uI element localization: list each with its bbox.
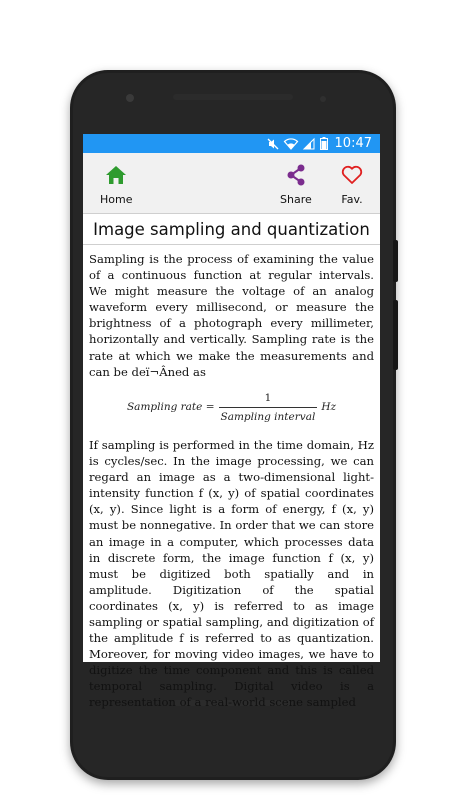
formula-unit: Hz [321, 401, 337, 414]
wifi-icon [284, 138, 298, 150]
article-body[interactable] [83, 245, 380, 711]
article-paragraph-1: Sampling is the process of examining the value of a continuous function at regular intervals. We might measure the voltage of an analog waveform every millisecond, or measure the brightness of a photograph every millimeter, horizontally and vertically. Sampling rate is the rate at which we make the measurements and can be deï¬Âned as [89, 252, 374, 379]
share-label: Share [280, 193, 312, 206]
heart-icon [341, 163, 363, 187]
share-icon [286, 163, 306, 187]
app-screen [83, 134, 380, 710]
status-time: 10:47 [334, 136, 372, 151]
proximity-sensor [320, 96, 326, 102]
favorite-button[interactable] [341, 163, 363, 206]
status-bar [83, 134, 380, 153]
app-toolbar [83, 153, 380, 213]
sampling-rate-formula [89, 390, 374, 425]
page-title: Image sampling and quantization [83, 213, 380, 245]
battery-icon [320, 137, 328, 150]
article-paragraph-2: If sampling is performed in the time domain, Hz is cycles/sec. In the image processing, we can regard an image as a two-dimensional light- intensity function f (x, y) of spatial coordinates (x, y). Since light is a form of energy, f (x, y) must be nonnegative. In order that we can store an image in a computer, which processes data in discrete form, the image function f (x, y) must be digitized both spatially and in amplitude. Digitization of the spatial coordinates (x, y) is referred to as image sampling or spatial sampling, and digitization of the amplitude f is referred to as quantization. Moreover, for moving video images, we have to digitize the time component and this is called temporal sampling. Digital video is a representation of a real-world scene sampled [89, 437, 374, 710]
formula-lhs: Sampling rate = [126, 401, 215, 414]
mute-icon [267, 138, 279, 150]
formula-fraction [219, 390, 318, 425]
home-label: Home [100, 193, 133, 206]
home-button[interactable] [100, 163, 132, 206]
volume-button [393, 300, 398, 370]
favorite-label: Fav. [341, 193, 363, 206]
front-camera [126, 94, 134, 102]
earpiece-speaker [173, 94, 293, 100]
formula-numerator: 1 [264, 391, 272, 404]
home-icon [105, 163, 127, 187]
signal-icon [303, 138, 315, 150]
power-button [393, 240, 398, 282]
share-button[interactable] [280, 163, 312, 206]
formula-denominator: Sampling interval [219, 407, 318, 425]
